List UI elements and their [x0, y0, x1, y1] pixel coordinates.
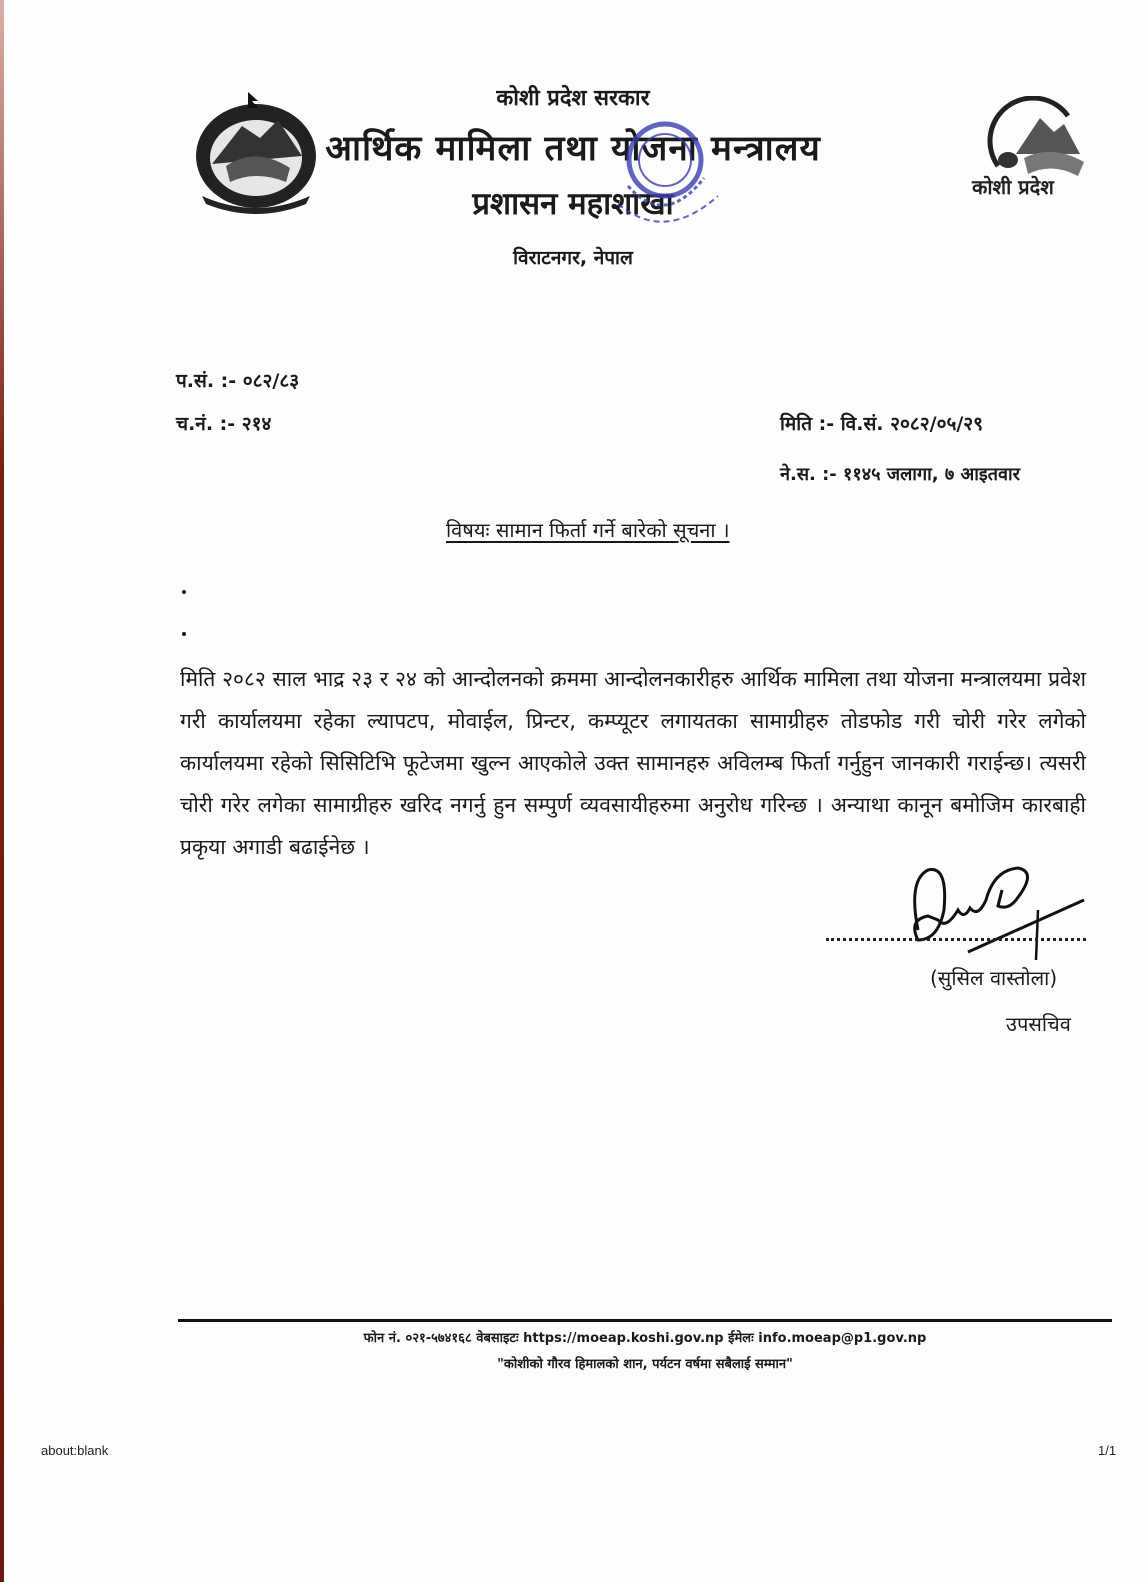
government-name: कोशी प्रदेश सरकार — [496, 86, 650, 111]
ministry-name: आर्थिक मामिला तथा योजना मन्त्रालय — [325, 129, 821, 169]
print-url: about:blank — [41, 1443, 109, 1458]
svg-text:कोशी प्रदेश: कोशी प्रदेश — [972, 175, 1054, 199]
bullet-dot — [182, 590, 186, 594]
page-edge — [0, 0, 4, 1582]
koshi-pradesh-logo-icon — [968, 96, 1098, 208]
signature — [898, 860, 1088, 970]
footer-motto: "कोशीको गौरव हिमालको शान, पर्यटन वर्षमा सबैलाई सम्मान" — [497, 1357, 793, 1372]
print-page-number: 1/1 — [1098, 1443, 1117, 1458]
signatory-name: (सुसिल वास्तोला) — [930, 966, 1058, 990]
patra-sankhya: प.सं. :- ०८२/८३ — [176, 370, 300, 392]
notice-body: मिति २०८२ साल भाद्र २३ र २४ को आन्दोलनको क्रममा आन्दोलनकारीहरु आर्थिक मामिला तथा योजना मन्त्रालयमा प्रवेश गरी कार्यालयमा रहेका ल्यापटप, मोवाईल, प्रिन्टर, कम्प्यूटर लगायतका सामाग्रीहरु तोडफोड गरी चोरी गरेर लगेको कार्यालयमा रहेको सिसिटिभि फूटेजमा खुल्न आएकोले उक्त सामानहरु अविलम्ब फिर्ता गर्नुहुन जानकारी गराईन्छ। त्यसरी चोरी गरेर लगेका सामाग्रीहरु खरिद नगर्नु हुन सम्पुर्ण व्यवसायीहरुमा अनुरोध गरिन्छ । अन्याथा कानून बमोजिम कारबाही प्रकृया अगाडी बढाईनेछ । — [180, 667, 1086, 859]
footer-divider — [178, 1319, 1112, 1322]
chalani-number: च.नं. :- २१४ — [176, 413, 272, 435]
signature-line — [826, 938, 1086, 941]
bullet-dot — [182, 632, 186, 636]
subject-line: विषयः सामान फिर्ता गर्ने बारेको सूचना । — [446, 518, 730, 542]
office-location: विराटनगर, नेपाल — [513, 247, 633, 269]
signatory-title: उपसचिव — [1006, 1012, 1071, 1036]
date-nepal-sambat: ने.स. :- ११४५ जलागा, ७ आइतवार — [780, 464, 1021, 485]
division-name: प्रशासन महाशाखा — [472, 186, 674, 222]
official-stamp — [600, 108, 730, 238]
date-bikram-sambat: मिति :- वि.सं. २०८२/०५/२९ — [780, 413, 984, 435]
footer-contact: फोन नं. ०२१-५७४१६८ वेबसाइटः https://moeap.koshi.gov.np ईमेलः info.moeap@p1.gov.np — [363, 1331, 927, 1346]
